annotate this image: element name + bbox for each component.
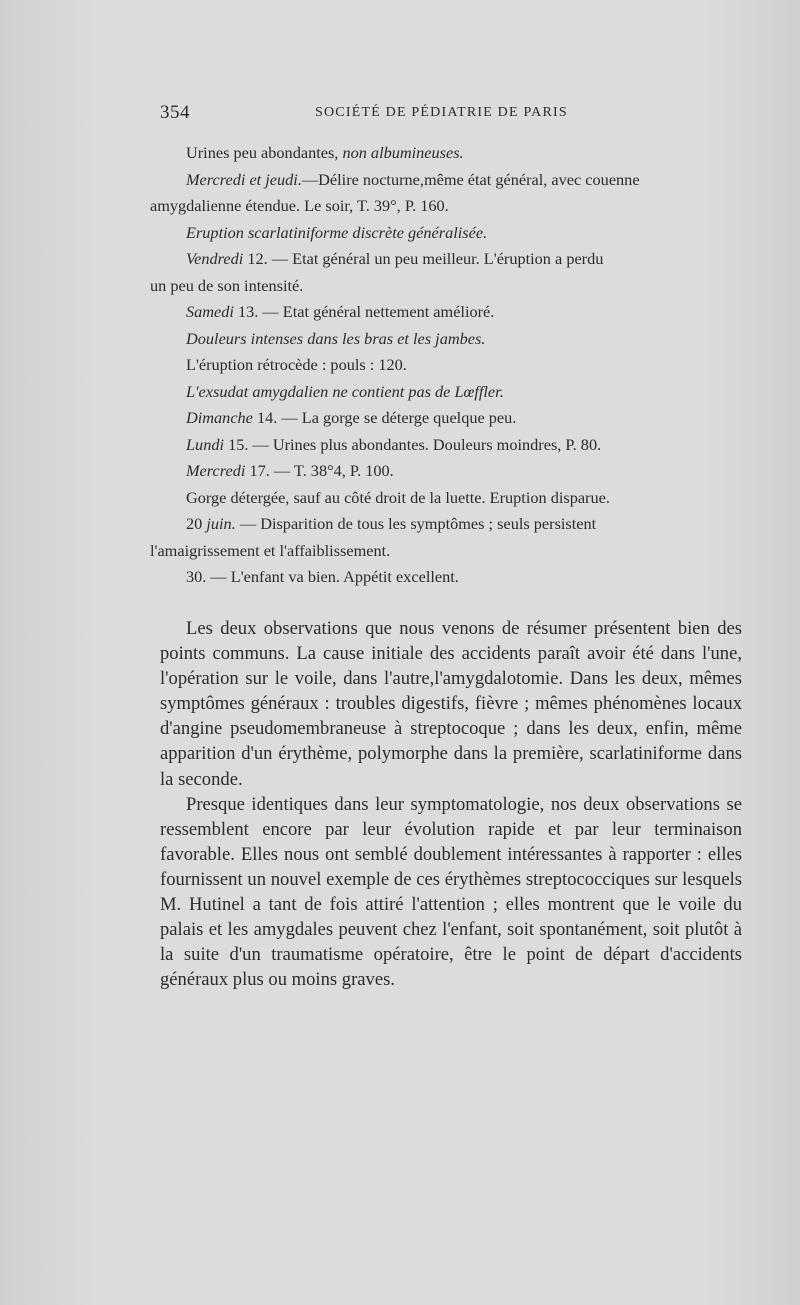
note-line (162, 299, 734, 326)
note-date: L'exsudat amygdalien ne contient pas de Lœffler. (186, 381, 504, 401)
note-line (162, 432, 734, 459)
note-date: Mercredi (186, 461, 246, 480)
note-text: l'amaigrissement et l'affaiblissement. (150, 540, 391, 560)
note-line (162, 246, 734, 273)
note-text: un peu de son intensité. (150, 275, 304, 295)
note-text: 15. — Urines plus abondantes. Douleurs moindres, P. 80. (224, 434, 602, 454)
note-line (150, 273, 734, 300)
note-emphasis: juin. (206, 514, 236, 533)
note-text: 17. — T. 38°4, P. 100. (245, 461, 394, 480)
discussion-text (160, 616, 742, 992)
note-text: 13. — Etat général nettement amélioré. (233, 302, 495, 321)
note-line (162, 405, 734, 432)
note-line (162, 379, 734, 406)
note-line (162, 485, 734, 512)
note-text: L'éruption rétrocède : pouls : 120. (186, 355, 407, 374)
note-line (162, 167, 734, 194)
note-date: Vendredi (186, 249, 244, 268)
note-line (150, 538, 734, 565)
note-date: Samedi (186, 302, 234, 321)
note-text: Urines peu abondantes, (186, 143, 343, 162)
note-line (162, 352, 734, 379)
note-date: Mercredi et jeudi. (186, 169, 302, 189)
note-text: 30. — L'enfant va bien. Appétit excellent. (186, 567, 459, 586)
note-date: Douleurs intenses dans les bras et les jambes. (186, 328, 486, 348)
note-line (162, 458, 734, 485)
note-line (162, 564, 734, 591)
paragraph: Les deux observations que nous venons de résumer présentent bien des points communs. La cause initiale des accidents paraît avoir été dans l'une, l'opération sur le voile, dans l'autre,l'amygdalotomie. Dans les deux, mêmes symptômes généraux : troubles digestifs, fièvre ; mêmes phénomènes locaux d'angine pseudomembraneuse à streptocoque ; dans les deux, enfin, même apparition d'un érythème, polymorphe dans la première, scarlatiniforme dans la seconde. (160, 618, 742, 790)
note-text: — Disparition de tous les symptômes ; seuls persistent (235, 514, 597, 533)
note-text: amygdalienne étendue. Le soir, T. 39°, P. 160. (150, 196, 449, 215)
page-header (160, 102, 744, 130)
note-date: Lundi (186, 434, 225, 454)
note-text: 12. — Etat général un peu meilleur. L'éruption a perdu (243, 249, 604, 268)
note-emphasis: non albumineuses. (342, 143, 464, 162)
note-line (162, 326, 734, 353)
note-date: Eruption scarlatiniforme discrète généralisée. (186, 222, 488, 242)
note-line (162, 220, 734, 247)
note-date: Dimanche (186, 408, 253, 427)
note-line (162, 511, 734, 538)
note-text: —Délire nocturne,même état général, avec couenne (301, 169, 640, 189)
note-text: 20 (186, 514, 207, 533)
note-line (162, 140, 734, 167)
running-title: SOCIÉTÉ DE PÉDIATRIE DE PARIS (315, 105, 568, 120)
paragraph: Presque identiques dans leur symptomatologie, nos deux observations se ressemblent encore par leur évolution rapide et par leur terminaison favorable. Elles nous ont semblé doublement intéressantes à rapporter : elles fournissent un nouvel exemple de ces érythèmes streptococciques sur lesquels M. Hutinel a tant de fois attiré l'attention ; elles montrent que le voile du palais et les amygdales peuvent chez l'enfant, soit spontanément, soit plutôt à la suite d'un traumatisme opératoire, être le point de départ d'accidents généraux plus ou moins graves. (160, 793, 742, 991)
note-line (150, 193, 734, 220)
case-notes (150, 140, 734, 591)
page-number: 354 (160, 102, 190, 123)
note-text: Gorge détergée, sauf au côté droit de la luette. Eruption disparue. (186, 487, 610, 507)
note-text: 14. — La gorge se déterge quelque peu. (252, 408, 517, 427)
